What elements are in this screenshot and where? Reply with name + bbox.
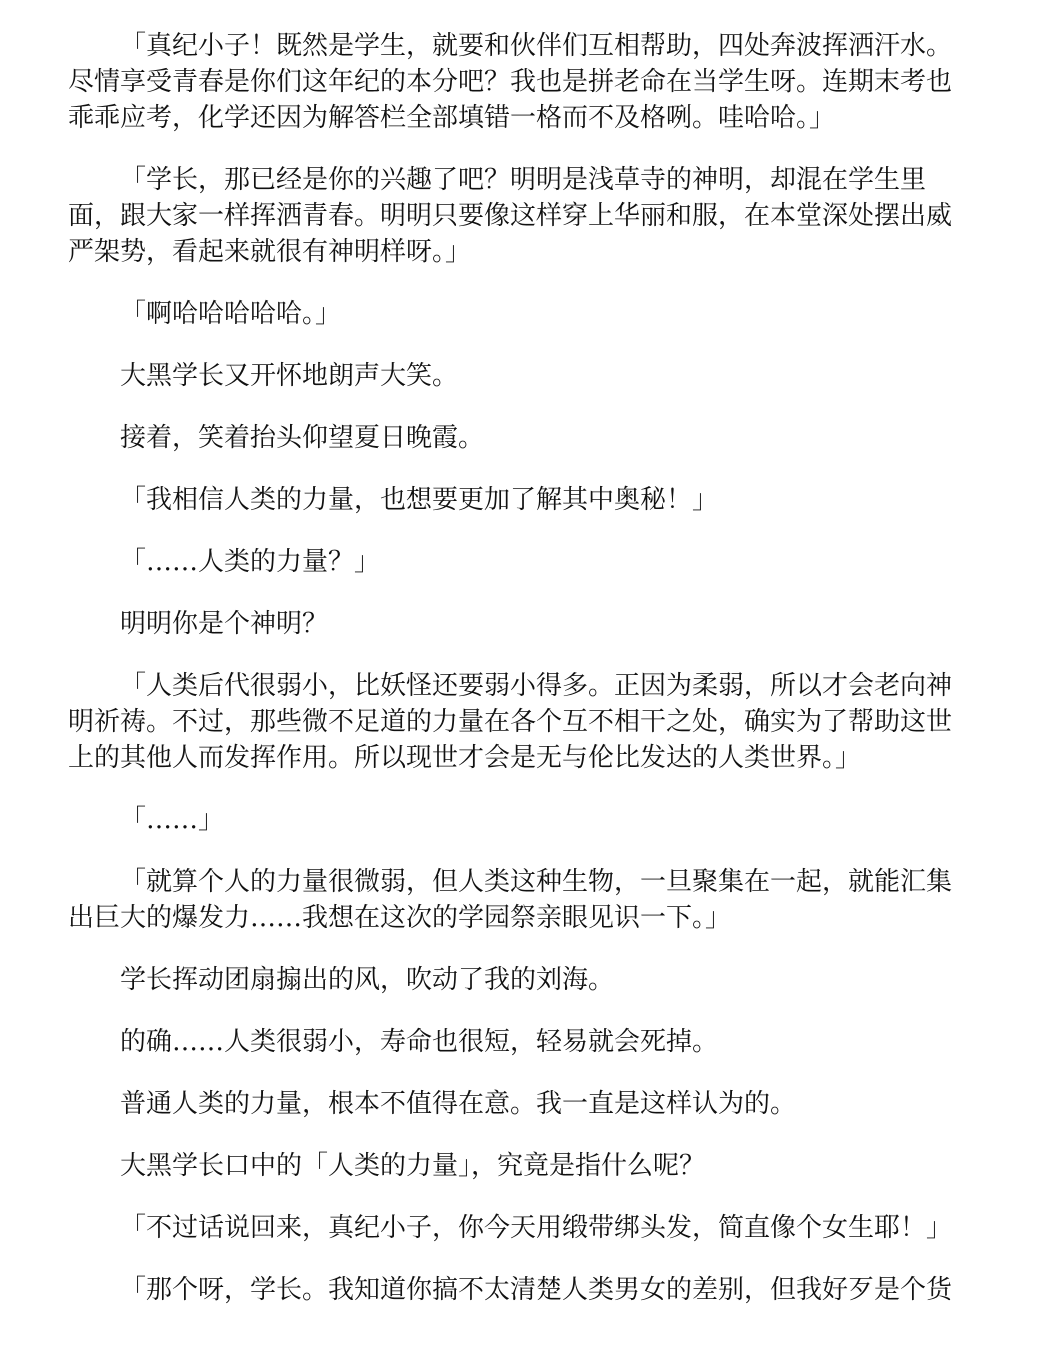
text-line: 上的其他人而发挥作用。所以现世才会是无与伦比发达的人类世界。」 xyxy=(68,743,862,773)
text-line: 接着，笑着抬头仰望夏日晚霞。 xyxy=(120,423,485,453)
text-line: 的确……人类很弱小，寿命也很短，轻易就会死掉。 xyxy=(120,1027,719,1057)
paragraph xyxy=(68,1272,978,1308)
text-line: 乖乖应考，化学还因为解答栏全部填错一格而不及格咧。哇哈哈。」 xyxy=(68,103,836,133)
text-line: 学长挥动团扇搧出的风，吹动了我的刘海。 xyxy=(120,965,615,995)
paragraph xyxy=(68,864,978,936)
paragraph xyxy=(68,544,978,580)
paragraph xyxy=(68,962,978,998)
paragraph xyxy=(68,1148,978,1184)
paragraph xyxy=(68,668,978,776)
document-page xyxy=(68,28,978,1334)
paragraph xyxy=(68,420,978,456)
paragraph xyxy=(68,1086,978,1122)
paragraph xyxy=(68,1210,978,1246)
text-line: 「不过话说回来，真纪小子，你今天用缎带绑头发，简直像个女生耶！」 xyxy=(120,1213,953,1243)
paragraph xyxy=(68,296,978,332)
text-line: 「真纪小子！既然是学生，就要和伙伴们互相帮助，四处奔波挥洒汗水。 xyxy=(120,31,953,61)
text-line: 普通人类的力量，根本不值得在意。我一直是这样认为的。 xyxy=(120,1089,797,1119)
text-line: 面，跟大家一样挥洒青春。明明只要像这样穿上华丽和服，在本堂深处摆出威 xyxy=(68,201,953,231)
text-line: 严架势，看起来就很有神明样呀。」 xyxy=(68,237,472,267)
paragraph xyxy=(68,606,978,642)
text-line: 「人类后代很弱小，比妖怪还要弱小得多。正因为柔弱，所以才会老向神 xyxy=(120,671,953,701)
text-line: 出巨大的爆发力……我想在这次的学园祭亲眼见识一下。」 xyxy=(68,903,732,933)
text-line: 「就算个人的力量很微弱，但人类这种生物，一旦聚集在一起，就能汇集 xyxy=(120,867,953,897)
paragraph xyxy=(68,162,978,270)
text-line: 「……」 xyxy=(120,805,225,835)
text-line: 「那个呀，学长。我知道你搞不太清楚人类男女的差别，但我好歹是个货 xyxy=(120,1275,953,1305)
text-line: 大黑学长口中的「人类的力量」，究竟是指什么呢？ xyxy=(120,1151,706,1181)
paragraph xyxy=(68,482,978,518)
text-line: 明明你是个神明？ xyxy=(120,609,329,639)
paragraph xyxy=(68,1024,978,1060)
text-line: 尽情享受青春是你们这年纪的本分吧？我也是拼老命在当学生呀。连期末考也 xyxy=(68,67,953,97)
paragraph xyxy=(68,802,978,838)
text-line: 「学长，那已经是你的兴趣了吧？明明是浅草寺的神明，却混在学生里 xyxy=(120,165,927,195)
text-line: 明祈祷。不过，那些微不足道的力量在各个互不相干之处，确实为了帮助这世 xyxy=(68,707,953,737)
text-line: 大黑学长又开怀地朗声大笑。 xyxy=(120,361,459,391)
paragraph xyxy=(68,28,978,136)
text-line: 「啊哈哈哈哈哈。」 xyxy=(120,299,342,329)
paragraph xyxy=(68,358,978,394)
text-line: 「……人类的力量？」 xyxy=(120,547,381,577)
text-line: 「我相信人类的力量，也想要更加了解其中奥秘！」 xyxy=(120,485,719,515)
